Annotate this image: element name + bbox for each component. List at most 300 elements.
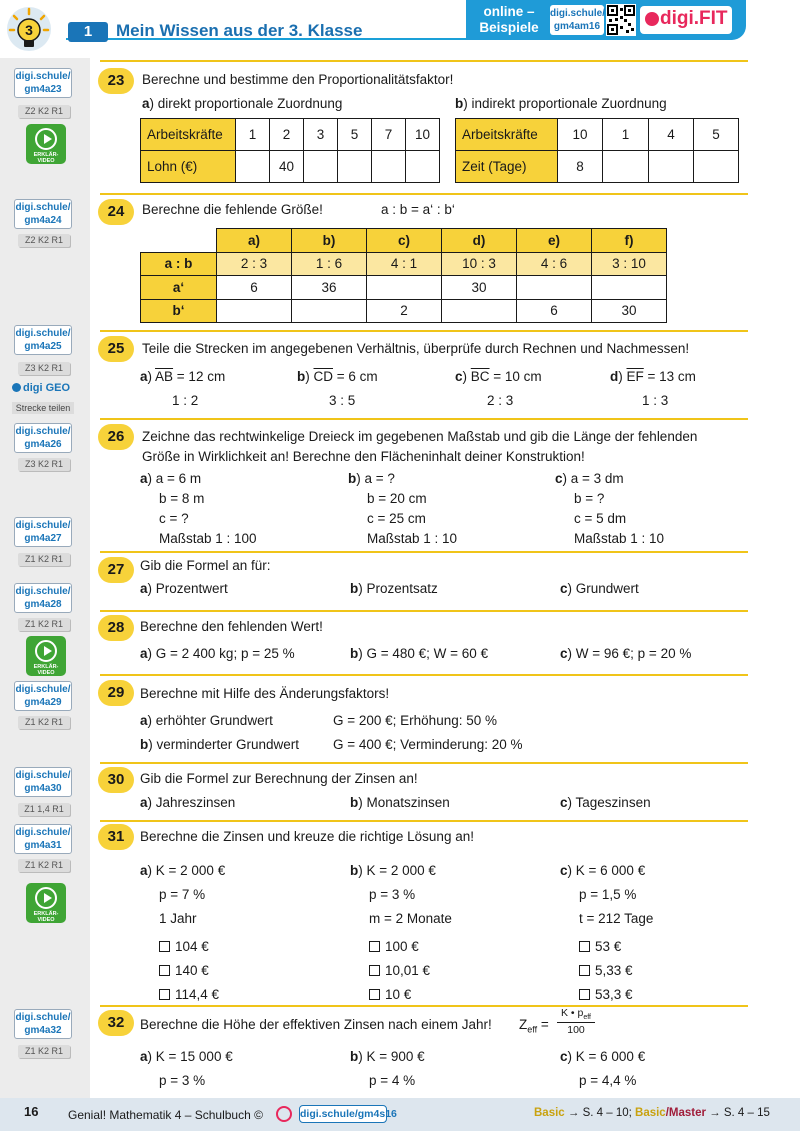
item-line: a) a = 6 m: [140, 471, 202, 486]
checkbox[interactable]: [159, 989, 170, 1000]
option-label: 5,33 €: [595, 963, 633, 978]
item-text: indirekt proportionale Zuordnung: [471, 96, 667, 111]
exercise-title: Berechne und bestimme den Proportionalitätsfaktor!: [142, 72, 454, 87]
sidebar-code-gm4a27[interactable]: [14, 517, 72, 547]
item-label: a: [140, 646, 148, 661]
item-text: W = 96 €; p = 20 %: [575, 646, 692, 661]
table-cell: 30: [592, 299, 667, 323]
table-24: [140, 228, 667, 323]
online-label: [474, 4, 544, 36]
item-label: b: [350, 646, 359, 661]
table-cell[interactable]: [649, 151, 694, 183]
exercise-divider: [100, 193, 748, 195]
exercise-number: 31: [98, 824, 134, 850]
item-value: K = 6 000 €: [575, 1049, 646, 1064]
video-button[interactable]: [26, 636, 66, 676]
table-row: [456, 119, 739, 151]
exercise-divider: [100, 1005, 748, 1007]
table-row: [141, 151, 440, 183]
video-button[interactable]: [26, 124, 66, 164]
table-cell: 7: [372, 119, 406, 151]
option-label: 53 €: [595, 939, 622, 954]
interest-item-c: c) K = 6 000 € p = 1,5 % t = 212 Tage 53 € 5,33 € 53,3 €: [560, 859, 653, 1007]
competence-tag: Z1 K2 R1: [18, 1045, 70, 1058]
exercise-number: 32: [98, 1010, 134, 1036]
item-value: K = 6 000 €: [575, 863, 646, 878]
segment-name: $\overline{BC}$: [470, 369, 490, 384]
row-header: b‘: [141, 299, 217, 323]
online-code-text: digi.schule/ gm4am16: [550, 8, 606, 32]
fraction-numerator-text: K • p: [560, 1007, 584, 1019]
exercise-title: Berechne die Höhe der effektiven Zinsen nach einem Jahr!: [140, 1017, 492, 1032]
sidebar-code-text: digi.schule/ gm4a27: [15, 520, 71, 544]
segment-item-a: a) $\overline{AB} = 12$ cm: [140, 369, 226, 384]
exercise-title-line2: Größe in Wirklichkeit an! Berechne den Flächeninhalt deiner Konstruktion!: [142, 449, 585, 464]
item-value: G = 400 €; Verminderung: 20 %: [333, 737, 523, 752]
table-cell: 8: [558, 151, 603, 183]
competence-tag: Z1 1,4 R1: [18, 803, 70, 816]
table-cell: 1 : 6: [292, 252, 367, 276]
table-cell: 3: [304, 119, 338, 151]
checkbox[interactable]: [579, 989, 590, 1000]
item-text: Prozentsatz: [366, 581, 438, 596]
sidebar-code-gm4a25[interactable]: [14, 325, 72, 355]
table-cell[interactable]: [338, 151, 372, 183]
answer-option[interactable]: [350, 983, 452, 1007]
item-a: a) Jahreszinsen: [140, 795, 236, 810]
sidebar-code-text: digi.schule/ gm4a32: [15, 1012, 71, 1036]
formula-z-sub: eff: [527, 1024, 538, 1035]
item-text: direkt proportionale Zuordnung: [157, 96, 343, 111]
item-b: b) G = 480 €; W = 60 €: [350, 646, 489, 661]
exercise-number: 24: [98, 199, 134, 225]
item-value: G = 200 €; Erhöhung: 50 %: [333, 713, 497, 728]
item-b: b) Prozentsatz: [350, 581, 438, 596]
item-text: Jahreszinsen: [155, 795, 236, 810]
item-text: Monatszinsen: [366, 795, 450, 810]
competence-tag: Z2 K2 R1: [18, 105, 70, 118]
answer-option[interactable]: [140, 935, 225, 959]
item-label: b: [455, 96, 464, 111]
sidebar-code-text: digi.schule/ gm4a26: [15, 426, 71, 450]
exercise-title: Teile die Strecken im angegebenen Verhältnis, überprüfe durch Rechnen und Nachmessen!: [142, 341, 690, 356]
answer-option[interactable]: [560, 935, 653, 959]
table-cell[interactable]: [603, 151, 649, 183]
answer-option[interactable]: [350, 959, 452, 983]
item-text: Prozentwert: [155, 581, 228, 596]
item-value: K = 15 000 €: [155, 1049, 233, 1064]
option-label: 114,4 €: [175, 987, 220, 1002]
video-label: ERKLÄR- VIDEO: [33, 152, 59, 164]
table-cell[interactable]: [292, 299, 367, 323]
reference-text: → S. 4 – 15: [705, 1107, 770, 1119]
fraction-numerator: [557, 1007, 595, 1023]
book-title: Genial! Mathematik 4 – Schulbuch ©: [68, 1108, 263, 1122]
exercise-divider: [100, 551, 748, 553]
table-row: [141, 229, 667, 253]
digifit-dot-icon: [645, 12, 659, 26]
sidebar-code-gm4a31[interactable]: [14, 824, 72, 854]
table-cell: 5: [338, 119, 372, 151]
exercise-number: 23: [98, 68, 134, 94]
table-23a: [140, 118, 440, 183]
answer-option[interactable]: [140, 959, 225, 983]
item-label: d: [610, 369, 619, 384]
sidebar-code-text: digi.schule/ gm4a31: [15, 827, 71, 851]
play-icon: [44, 893, 52, 903]
table-cell[interactable]: [517, 276, 592, 300]
item-value: K = 900 €: [366, 1049, 425, 1064]
item-label: a: [142, 96, 150, 111]
item-text: erhöhter Grundwert: [155, 713, 273, 728]
answer-option[interactable]: [140, 983, 225, 1007]
table-cell: 3 : 10: [592, 252, 667, 276]
exercise-divider: [100, 674, 748, 676]
item-value: a = 6 m: [155, 471, 202, 486]
table-cell: 5: [694, 119, 739, 151]
segment-ratio: 3 : 5: [329, 393, 356, 408]
competence-tag: Z2 K2 R1: [18, 234, 70, 247]
exercise-number: 27: [98, 557, 134, 583]
item-label: a: [140, 1049, 148, 1064]
column-header: f): [592, 229, 667, 253]
table-cell: 10 : 3: [442, 252, 517, 276]
item-label: b: [350, 581, 359, 596]
segment-ratio: 2 : 3: [487, 393, 514, 408]
exercise-number: 28: [98, 615, 134, 641]
table-row: [141, 119, 440, 151]
table-cell: 2 : 3: [217, 252, 292, 276]
option-label: 10,01 €: [385, 963, 431, 978]
table-cell: 4 : 6: [517, 252, 592, 276]
basic-label: Basic: [635, 1107, 666, 1119]
table-cell[interactable]: [236, 151, 270, 183]
exercise-title: Berechne mit Hilfe des Änderungsfaktors!: [140, 686, 390, 701]
item-value: m = 2 Monate: [369, 911, 452, 926]
item-value: p = 4 %: [369, 1073, 416, 1088]
competence-tag: Z3 K2 R1: [18, 362, 70, 375]
geo-label: digi GEO: [23, 382, 71, 394]
option-label: 104 €: [175, 939, 209, 954]
item-value: b = 20 cm: [367, 491, 427, 506]
sidebar-code-text: digi.schule/ gm4a23: [15, 71, 71, 95]
play-icon: [44, 646, 52, 656]
table-header: Lohn (€): [141, 151, 236, 183]
table-cell: 36: [292, 276, 367, 300]
item-label: a: [140, 863, 148, 878]
item-label: c: [560, 581, 568, 596]
publisher-logo-icon: [276, 1106, 292, 1122]
table-corner: [141, 229, 217, 253]
item-label: c: [560, 795, 568, 810]
item-scale: Maßstab 1 : 10: [367, 531, 458, 546]
sidebar-code-gm4a32[interactable]: [14, 1009, 72, 1039]
item-label: c: [455, 369, 463, 384]
table-header: Arbeitskräfte: [141, 119, 236, 151]
item-label: b: [350, 795, 359, 810]
video-button[interactable]: [26, 883, 66, 923]
column-header: e): [517, 229, 592, 253]
table-cell: 6: [517, 299, 592, 323]
proportion-formula: a : b = a‘ : b‘: [381, 202, 455, 217]
checkbox[interactable]: [579, 965, 590, 976]
option-label: 53,3 €: [595, 987, 633, 1002]
slash: /: [665, 1107, 669, 1119]
item-value: p = 3 %: [369, 887, 416, 902]
item-c: c) W = 96 €; p = 20 %: [560, 646, 692, 661]
item-label: b: [350, 863, 359, 878]
item-value: a = 3 dm: [570, 471, 624, 486]
chapter-number: 1: [68, 22, 108, 42]
exercise-title: Gib die Formel zur Berechnung der Zinsen an!: [140, 771, 418, 786]
triangle-item-b: [348, 469, 457, 549]
table-row: [456, 151, 739, 183]
capital-item-b: b) K = 900 € p = 4 %: [350, 1045, 425, 1093]
item-value: p = 4,4 %: [579, 1073, 637, 1088]
exercise-divider: [100, 820, 748, 822]
qr-code-icon[interactable]: [606, 4, 636, 36]
formula-fraction: [557, 1007, 595, 1036]
item-value: p = 1,5 %: [579, 887, 637, 902]
exercise-divider: [100, 418, 748, 420]
competence-tag: Z3 K2 R1: [18, 458, 70, 471]
item-value: c = 25 cm: [367, 511, 426, 526]
item-a: a) erhöhter Grundwert: [140, 713, 273, 728]
item-a: a) Prozentwert: [140, 581, 228, 596]
sidebar-code-gm4a30[interactable]: [14, 767, 72, 797]
page-number: 16: [24, 1104, 39, 1119]
item-label: b: [348, 471, 357, 486]
table-cell: 4: [649, 119, 694, 151]
exercise-title: Berechne den fehlenden Wert!: [140, 619, 323, 634]
item-label: b: [297, 369, 306, 384]
segment-length: = 6 cm: [333, 369, 378, 384]
item-line: c) a = 3 dm: [555, 471, 624, 486]
table-cell: 10: [406, 119, 440, 151]
item-value: p = 7 %: [159, 887, 206, 902]
exercise-number: 25: [98, 336, 134, 362]
exercise-number: 29: [98, 680, 134, 706]
item-value: b = 8 m: [159, 491, 205, 506]
exercise-divider: [100, 330, 748, 332]
column-header: c): [367, 229, 442, 253]
competence-tag: Z1 K2 R1: [18, 716, 70, 729]
table-cell[interactable]: [217, 299, 292, 323]
segment-item-b: b) $\overline{CD} = 6$ cm: [297, 369, 378, 384]
item-label: c: [555, 471, 563, 486]
sidebar-code-text: digi.schule/ gm4a28: [15, 586, 71, 610]
table-row: [141, 252, 667, 276]
item-label: b: [350, 1049, 359, 1064]
chapter-title: Mein Wissen aus der 3. Klasse: [116, 21, 363, 40]
digi-geo-link[interactable]: [12, 382, 76, 396]
sidebar-code-text: digi.schule/ gm4a24: [15, 202, 71, 226]
capital-item-a: a) K = 15 000 € p = 3 %: [140, 1045, 233, 1093]
basic-master-reference: [534, 1107, 770, 1119]
triangle-item-a: [140, 469, 257, 549]
competence-tag: Z1 K2 R1: [18, 618, 70, 631]
master-label: Master: [668, 1107, 706, 1119]
table-header: Zeit (Tage): [456, 151, 558, 183]
geo-sub-label: Strecke teilen: [12, 402, 74, 414]
item-value: K = 2 000 €: [155, 863, 226, 878]
basic-label: Basic: [534, 1107, 565, 1119]
option-label: 140 €: [175, 963, 209, 978]
item-label: c: [560, 646, 568, 661]
item-b: b) Monatszinsen: [350, 795, 450, 810]
reference-text: → S. 4 – 10;: [564, 1107, 636, 1119]
table-cell: 10: [558, 119, 603, 151]
table-cell[interactable]: [406, 151, 440, 183]
table-cell[interactable]: [694, 151, 739, 183]
sidebar-code-gm4a24[interactable]: [14, 199, 72, 229]
sidebar-code-text: digi.schule/ gm4a30: [15, 770, 71, 794]
item-b: b) verminderter Grundwert: [140, 737, 300, 752]
competence-tag: Z1 K2 R1: [18, 553, 70, 566]
item-b: b) indirekt proportionale Zuordnung: [455, 96, 667, 111]
video-label: ERKLÄR- VIDEO: [33, 911, 59, 923]
sidebar-code-gm4a28[interactable]: [14, 583, 72, 613]
option-label: 100 €: [385, 939, 419, 954]
sidebar-code-gm4a23[interactable]: [14, 68, 72, 98]
table-cell: 30: [442, 276, 517, 300]
item-a: a) G = 2 400 kg; p = 25 %: [140, 646, 295, 661]
table-cell[interactable]: [367, 276, 442, 300]
segment-name: $\overline{EF}$: [626, 369, 644, 384]
row-header: a‘: [141, 276, 217, 300]
exercise-title: Zeichne das rechtwinkelige Dreieck im gegebenen Maßstab und gib die Länge der fehlenden: [142, 429, 698, 444]
table-cell[interactable]: [442, 299, 517, 323]
exercise-title: Berechne die Zinsen und kreuze die richtige Lösung an!: [140, 829, 474, 844]
row-header: a : b: [141, 252, 217, 276]
sidebar-code-gm4a29[interactable]: [14, 681, 72, 711]
exercise-divider: [100, 762, 748, 764]
table-cell: 40: [270, 151, 304, 183]
item-label: a: [140, 369, 148, 384]
geo-logo-icon: [12, 383, 21, 392]
item-value: b = ?: [574, 491, 605, 506]
segment-item-d: d) $\overline{EF} = 13$ cm: [610, 369, 696, 384]
exercise-title: Gib die Formel an für:: [140, 558, 271, 573]
item-a: a) direkt proportionale Zuordnung: [142, 96, 343, 111]
item-c: c) Tageszinsen: [560, 795, 651, 810]
table-cell: 6: [217, 276, 292, 300]
item-value: 1 Jahr: [159, 911, 197, 926]
checkbox[interactable]: [369, 965, 380, 976]
item-text: verminderter Grundwert: [156, 737, 300, 752]
column-header: d): [442, 229, 517, 253]
formula-z: Z: [519, 1017, 528, 1032]
item-label: b: [140, 737, 149, 752]
item-text: G = 2 400 kg; p = 25 %: [155, 646, 295, 661]
table-cell[interactable]: [372, 151, 406, 183]
exercise-divider: [100, 610, 748, 612]
item-label: c: [560, 1049, 568, 1064]
table-cell: 4 : 1: [367, 252, 442, 276]
item-label: c: [560, 863, 568, 878]
item-label: a: [140, 581, 148, 596]
table-cell[interactable]: [304, 151, 338, 183]
competence-tag: Z1 K2 R1: [18, 859, 70, 872]
item-scale: Maßstab 1 : 100: [159, 531, 257, 546]
table-cell: 1: [236, 119, 270, 151]
segment-length: = 13 cm: [643, 369, 696, 384]
table-cell: 1: [603, 119, 649, 151]
checkbox[interactable]: [369, 989, 380, 1000]
sidebar-code-gm4a26[interactable]: [14, 423, 72, 453]
exercise-number: 26: [98, 424, 134, 450]
segment-name: $\overline{AB}$: [155, 369, 174, 384]
table-row: [141, 299, 667, 323]
segment-ratio: 1 : 2: [172, 393, 199, 408]
item-label: a: [140, 713, 148, 728]
answer-option[interactable]: [560, 959, 653, 983]
answer-option[interactable]: [350, 935, 452, 959]
column-header: a): [217, 229, 292, 253]
segment-name: $\overline{CD}$: [313, 369, 333, 384]
table-cell: 2: [367, 299, 442, 323]
table-23b: [455, 118, 739, 183]
interest-item-b: b) K = 2 000 € p = 3 % m = 2 Monate 100 € 10,01 € 10 €: [350, 859, 452, 1007]
svg-text:3: 3: [25, 22, 33, 38]
item-text: G = 480 €; W = 60 €: [366, 646, 489, 661]
triangle-item-c: [555, 469, 664, 549]
play-icon: [44, 134, 52, 144]
item-value: c = ?: [159, 511, 189, 526]
checkbox[interactable]: [159, 965, 170, 976]
fraction-numerator-sub: eff: [583, 1014, 591, 1022]
item-line: b) a = ?: [348, 471, 395, 486]
item-value: t = 212 Tage: [579, 911, 654, 926]
answer-option[interactable]: [560, 983, 653, 1007]
sidebar-code-text: digi.schule/ gm4a25: [15, 328, 71, 352]
item-value: p = 3 %: [159, 1073, 206, 1088]
table-header: Arbeitskräfte: [456, 119, 558, 151]
table-cell[interactable]: [592, 276, 667, 300]
segment-length: = 12 cm: [173, 369, 226, 384]
segment-length: = 10 cm: [489, 369, 542, 384]
interest-item-a: a) K = 2 000 € p = 7 % 1 Jahr 104 € 140 € 114,4 €: [140, 859, 225, 1007]
checkbox[interactable]: [369, 941, 380, 952]
table-row: [141, 276, 667, 300]
item-value: c = 5 dm: [574, 511, 627, 526]
online-code-link[interactable]: [550, 5, 604, 35]
checkbox[interactable]: [159, 941, 170, 952]
segment-item-c: c) $\overline{BC} = 10$ cm: [455, 369, 542, 384]
footer-code-link[interactable]: digi.schule/gm4s16: [299, 1105, 387, 1123]
lightbulb-icon: [6, 6, 52, 52]
digifit-logo: digi.FIT: [660, 8, 728, 29]
item-c: c) Grundwert: [560, 581, 639, 596]
item-scale: Maßstab 1 : 10: [574, 531, 665, 546]
exercise-number: 30: [98, 767, 134, 793]
item-value: K = 2 000 €: [366, 863, 436, 878]
item-text: Tageszinsen: [575, 795, 651, 810]
exercise-title: Berechne die fehlende Größe!: [142, 202, 323, 217]
fraction-denominator: 100: [567, 1024, 585, 1037]
segment-ratio: 1 : 3: [642, 393, 669, 408]
item-label: a: [140, 795, 148, 810]
capital-item-c: c) K = 6 000 € p = 4,4 %: [560, 1045, 645, 1093]
video-label: ERKLÄR- VIDEO: [33, 664, 59, 676]
sidebar-code-text: digi.schule/ gm4a29: [15, 684, 71, 708]
item-label: a: [140, 471, 148, 486]
item-value: a = ?: [364, 471, 395, 486]
option-label: 10 €: [385, 987, 412, 1002]
checkbox[interactable]: [579, 941, 590, 952]
formula-lhs: $Z_{eff}$ =: [519, 1017, 549, 1035]
online-label-text: online – Beispiele: [479, 4, 539, 35]
